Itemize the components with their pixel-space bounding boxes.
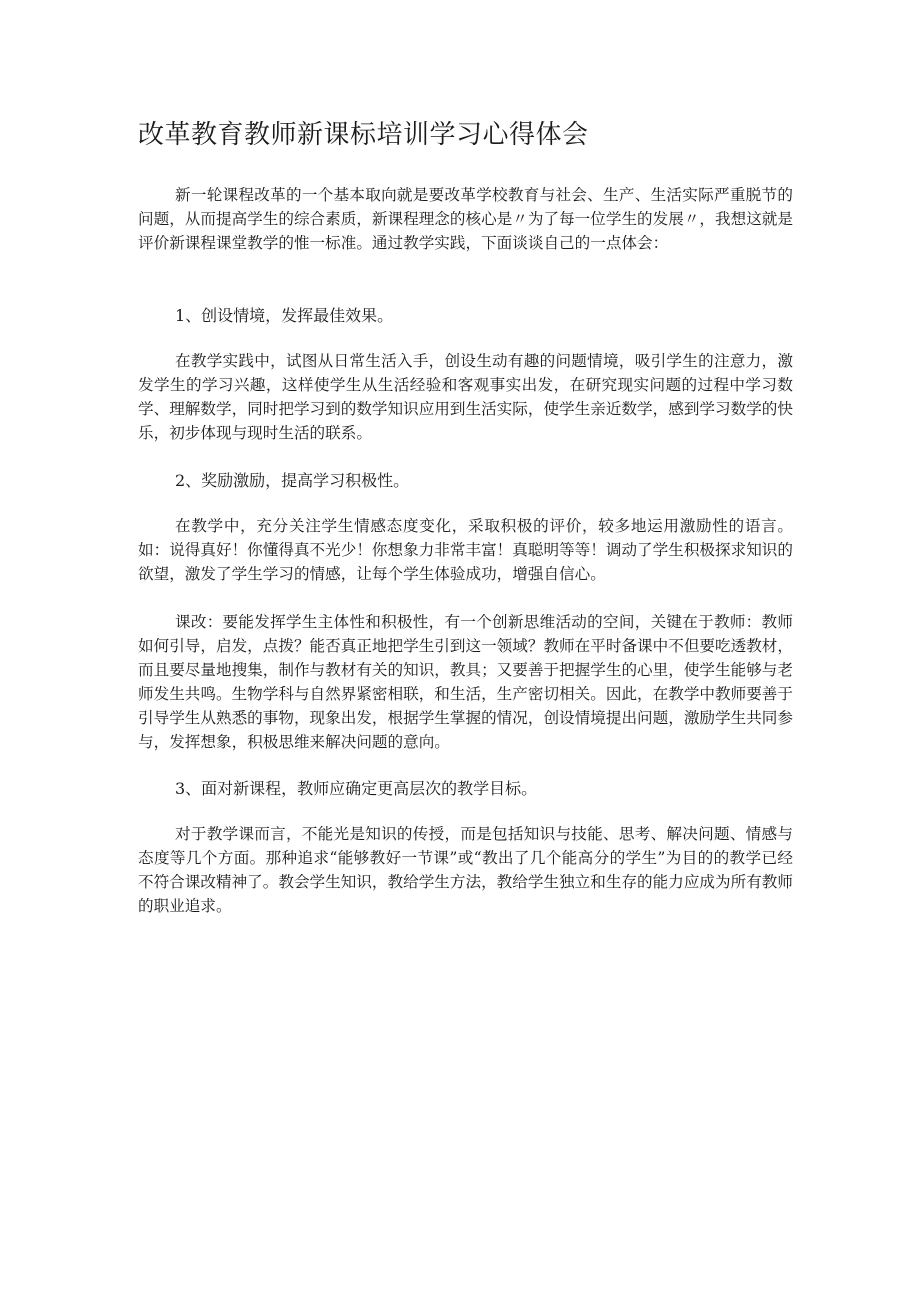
section-2-heading: 2、奖励激励，提高学习积极性。 [175, 471, 410, 490]
section-3-heading: 3、面对新课程，教师应确定更高层次的教学目标。 [175, 779, 538, 798]
section-1-heading: 1、创设情境，发挥最佳效果。 [175, 306, 394, 325]
document-title: 改革教育教师新课标培训学习心得体会 [138, 120, 589, 150]
section-1-paragraph: 在教学实践中，试图从日常生活入手，创设生动有趣的问题情境，吸引学生的注意力，激发学生的学习兴趣，这样使学生从生活经验和客观事实出发，在研究现实问题的过程中学习数学、理解数学，同时把学习到的数学知识应用到生活实际，使学生亲近数学，感到学习数学的快乐，初步体现与现时生活的联系。 [138, 352, 793, 442]
section-2-paragraph-2: 课改：要能发挥学生主体性和积极性，有一个创新思维活动的空间，关键在于教师：教师如何引导，启发，点拨？能否真正地把学生引到这一领域？教师在平时备课中不但要吃透教材，而且要尽量地搜集，制作与教材有关的知识，教具；又要善于把握学生的心里，使学生能够与老师发生共鸣。生物学科与自然界紧密相联，和生活，生产密切相关。因此，在教学中教师要善于引导学生从熟悉的事物，现象出发，根据学生掌握的情况，创设情境提出问题，激励学生共同参与，发挥想象，积极思维来解决问题的意向。 [138, 613, 793, 751]
section-3-paragraph: 对于教学课而言，不能光是知识的传授，而是包括知识与技能、思考、解决问题、情感与态度等几个方面。那种追求“能够教好一节课”或“教出了几个能高分的学生”为目的的教学已经不符合课改精神了。教会学生知识，教给学生方法，教给学生独立和生存的能力应成为所有教师的职业追求。 [138, 825, 793, 915]
intro-paragraph: 新一轮课程改革的一个基本取向就是要改革学校教育与社会、生产、生活实际严重脱节的问题，从而提高学生的综合素质，新课程理念的核心是〃为了每一位学生的发展〃，我想这就是评价新课程课堂教学的惟一标准。通过教学实践，下面谈谈自己的一点体会： [138, 186, 793, 252]
section-2-paragraph: 在教学中，充分关注学生情感态度变化，采取积极的评价，较多地运用激励性的语言。如：说得真好！你懂得真不光少！你想象力非常丰富！真聪明等等！调动了学生积极探求知识的欲望，激发了学生学习的情感，让每个学生体验成功，增强自信心。 [138, 517, 793, 583]
